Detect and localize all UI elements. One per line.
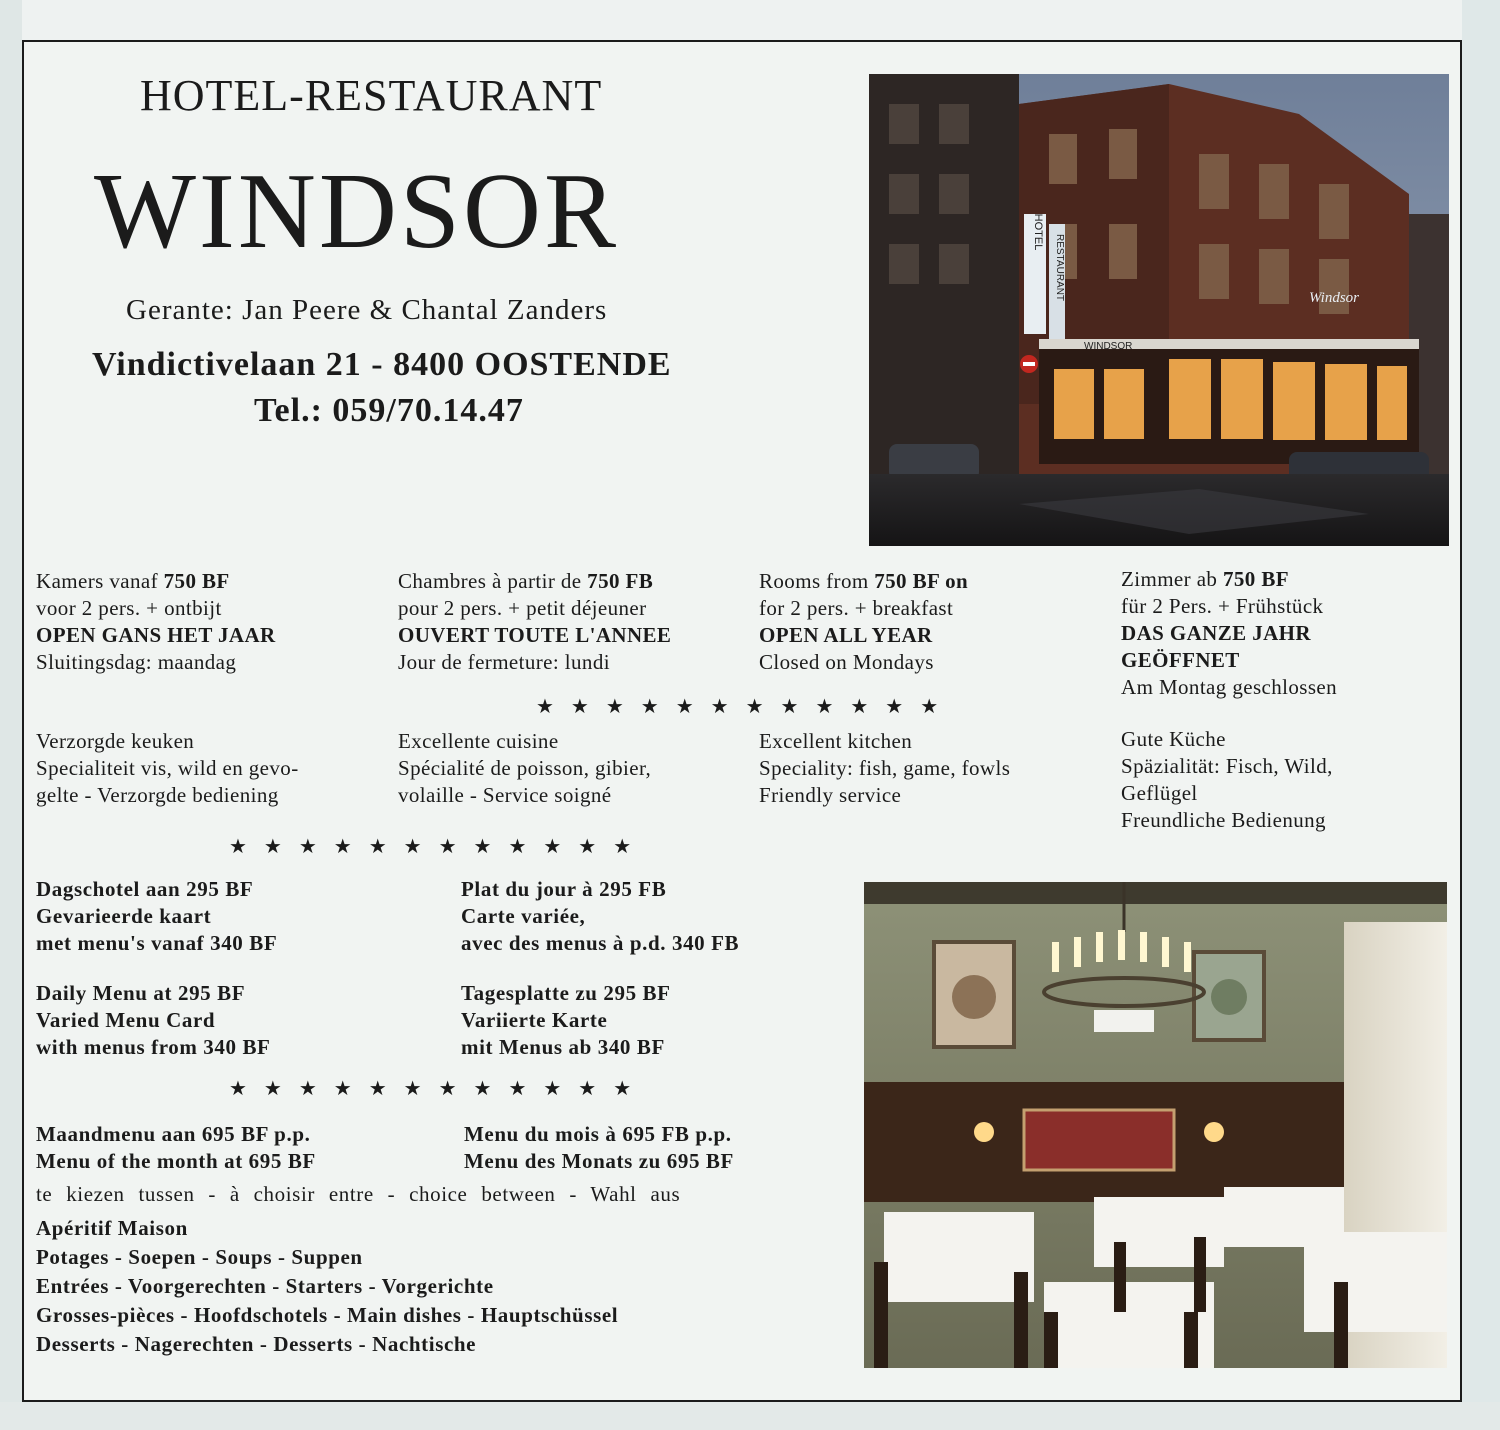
kitchen-fr-line-3: volaille - Service soigné [398,783,612,807]
windsor-script-sign: Windsor [1309,290,1360,306]
rooms-column-fr [398,568,743,676]
rooms-en-line-3: OPEN ALL YEAR [759,623,933,647]
course-starters: Entrées - Voorgerechten - Starters - Vorgerichte [36,1274,494,1298]
brand-name: WINDSOR [94,152,619,271]
star-divider-1: ★★★★★★★★★★★★ [536,696,956,718]
kitchen-nl-line-1: Verzorgde keuken [36,729,195,753]
monthly-courses [36,1214,618,1359]
monthly-left-line-1: Maandmenu aan 695 BF p.p. [36,1122,311,1146]
daily-fr-line-1: Plat du jour à 295 FB [461,877,667,901]
rooms-de-line-4: GEÖFFNET [1121,648,1240,672]
address-line: Vindictivelaan 21 - 8400 OOSTENDE [92,346,672,383]
rooms-en-line-1: Rooms from 750 BF on [759,569,969,593]
rooms-fr-line-3: OUVERT TOUTE L'ANNEE [398,623,672,647]
background-page-edge-left [0,0,22,1430]
daily-de-line-2: Variierte Karte [461,1008,608,1032]
rooms-nl-line-2: voor 2 pers. + ontbijt [36,596,222,620]
kitchen-column-en [759,728,1104,809]
monthly-menu-left [36,1121,316,1175]
kitchen-de-line-1: Gute Küche [1121,727,1226,751]
windsor-facade-sign: WINDSOR [1084,341,1133,352]
kitchen-en-line-1: Excellent kitchen [759,729,913,753]
kitchen-column-fr [398,728,743,809]
rooms-de-line-2: für 2 Pers. + Frühstück [1121,594,1324,618]
kitchen-column-nl [36,728,381,809]
rooms-column-en [759,568,1104,676]
rooms-nl-line-1: Kamers vanaf 750 BF [36,569,230,593]
kitchen-en-line-3: Friendly service [759,783,902,807]
daily-de-line-1: Tagesplatte zu 295 BF [461,981,671,1005]
kitchen-de-line-3: Geflügel [1121,781,1198,805]
phone-line: Tel.: 059/70.14.47 [254,392,524,429]
course-main-dishes: Grosses-pièces - Hoofdschotels - Main dishes - Hauptschüssel [36,1303,619,1327]
course-aperitif: Apéritif Maison [36,1216,188,1240]
hotel-sign-text: HOTEL [1032,213,1044,251]
kitchen-nl-line-2: Specialiteit vis, wild en gevo- [36,756,299,780]
kitchen-fr-line-2: Spécialité de poisson, gibier, [398,756,652,780]
daily-de-line-3: mit Menus ab 340 BF [461,1035,665,1059]
rooms-fr-line-4: Jour de fermeture: lundi [398,650,610,674]
kitchen-fr-line-1: Excellente cuisine [398,729,559,753]
rooms-fr-line-2: pour 2 pers. + petit déjeuner [398,596,647,620]
star-divider-2: ★★★★★★★★★★★★ [229,836,649,858]
hotel-restaurant-kicker: HOTEL-RESTAURANT [140,71,603,120]
rooms-column-nl [36,568,381,676]
rooms-nl-line-3: OPEN GANS HET JAAR [36,623,276,647]
course-soups: Potages - Soepen - Soups - Suppen [36,1245,363,1269]
daily-en-line-1: Daily Menu at 295 BF [36,981,246,1005]
daily-en-line-2: Varied Menu Card [36,1008,216,1032]
restaurant-interior-photo [864,882,1447,1368]
daily-menu-en [36,980,270,1061]
daily-nl-line-3: met menu's vanaf 340 BF [36,931,278,955]
rooms-fr-line-1: Chambres à partir de 750 FB [398,569,654,593]
windsor-advertisement [22,40,1462,1402]
monthly-left-line-2: Menu of the month at 695 BF [36,1149,316,1173]
rooms-column-de [1121,566,1466,701]
kitchen-column-de [1121,726,1466,834]
kitchen-de-line-4: Freundliche Bedienung [1121,808,1326,832]
background-page-edge-bottom [0,1402,1500,1430]
daily-menu-fr [461,876,739,957]
rooms-en-line-2: for 2 pers. + breakfast [759,596,954,620]
monthly-right-line-2: Menu des Monats zu 695 BF [464,1149,734,1173]
rooms-de-line-5: Am Montag geschlossen [1121,675,1338,699]
daily-en-line-3: with menus from 340 BF [36,1035,271,1059]
monthly-choice-line: te kiezen tussen - à choisir entre - choice between - Wahl aus [36,1182,681,1206]
rooms-de-line-3: DAS GANZE JAHR [1121,621,1311,645]
rooms-en-line-4: Closed on Mondays [759,650,934,674]
monthly-right-line-1: Menu du mois à 695 FB p.p. [464,1122,732,1146]
rooms-de-line-1: Zimmer ab 750 BF [1121,567,1289,591]
background-page-edge-right [1462,0,1500,1430]
course-desserts: Desserts - Nagerechten - Desserts - Nachtische [36,1332,477,1356]
kitchen-de-line-2: Späzialität: Fisch, Wild, [1121,754,1333,778]
hotel-exterior-photo [869,74,1449,546]
daily-nl-line-2: Gevarieerde kaart [36,904,212,928]
kitchen-nl-line-3: gelte - Verzorgde bediening [36,783,279,807]
daily-menu-de [461,980,671,1061]
restaurant-sign-text: RESTAURANT [1054,234,1065,302]
daily-nl-line-1: Dagschotel aan 295 BF [36,877,254,901]
daily-fr-line-2: Carte variée, [461,904,586,928]
managers-line: Gerante: Jan Peere & Chantal Zanders [126,294,608,326]
daily-fr-line-3: avec des menus à p.d. 340 FB [461,931,740,955]
star-divider-3: ★★★★★★★★★★★★ [229,1078,649,1100]
monthly-menu-right [464,1121,734,1175]
rooms-nl-line-4: Sluitingsdag: maandag [36,650,237,674]
kitchen-en-line-2: Speciality: fish, game, fowls [759,756,1011,780]
daily-menu-nl [36,876,277,957]
